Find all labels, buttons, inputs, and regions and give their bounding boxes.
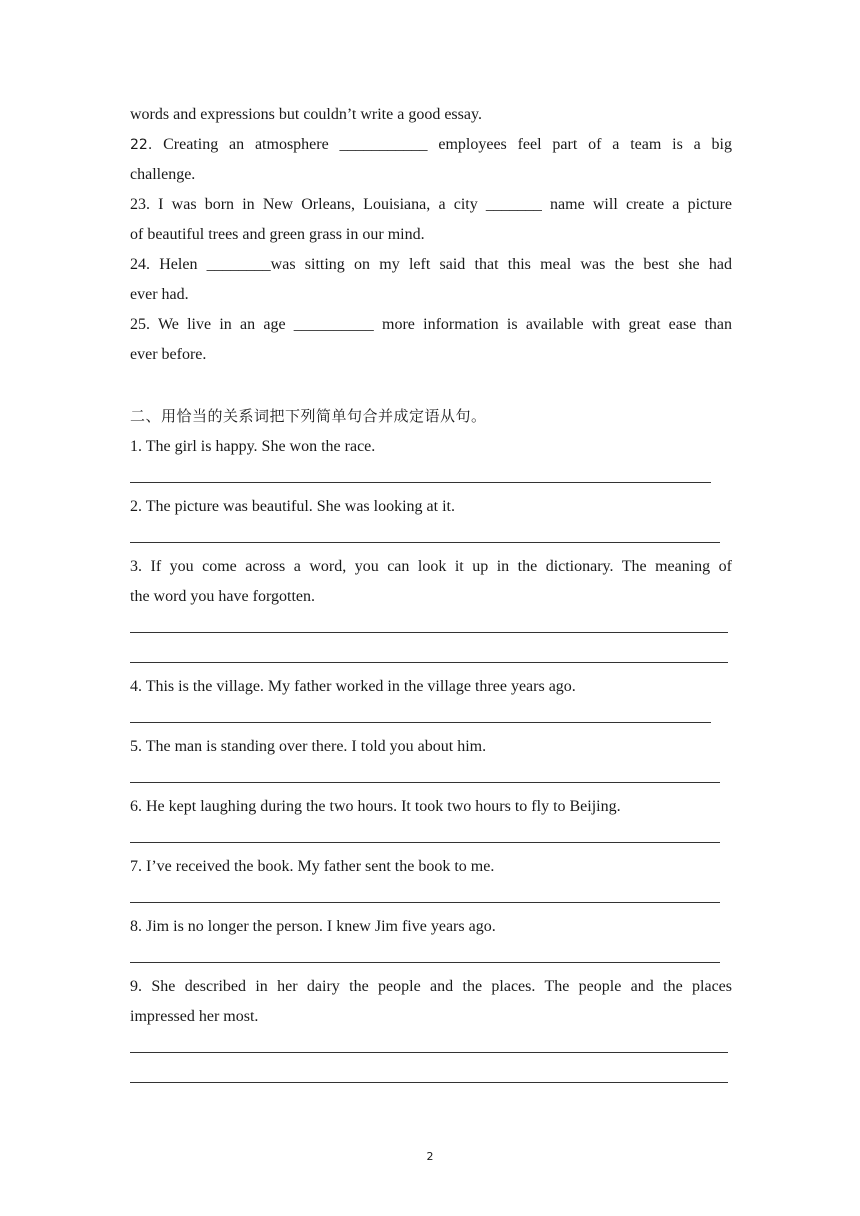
exercise-7: 7. I’ve received the book. My father sent the book to me.: [130, 858, 495, 875]
exercise-8: 8. Jim is no longer the person. I knew Jim five years ago.: [130, 918, 496, 935]
q24-line1: 24. Helen ________was sitting on my left said that this meal was the best she had: [130, 256, 732, 273]
page-number: 2: [426, 1150, 434, 1163]
exercise-1: 1. The girl is happy. She won the race.: [130, 438, 376, 455]
answer-line-9b[interactable]: [130, 1062, 732, 1092]
exercise-3-line2: the word you have forgotten.: [130, 588, 315, 605]
q21-continuation: words and expressions but couldn’t write a good essay.: [130, 106, 482, 123]
answer-line-7[interactable]: [130, 882, 732, 912]
q24-line2: ever had.: [130, 286, 189, 303]
q22-text: Creating an atmosphere ___________ employees feel part of a team is a big: [152, 136, 732, 153]
exercise-2: 2. The picture was beautiful. She was looking at it.: [130, 498, 455, 515]
answer-line-5[interactable]: [130, 762, 732, 792]
exercise-4: 4. This is the village. My father worked in the village three years ago.: [130, 678, 576, 695]
q23-line2: of beautiful trees and green grass in our mind.: [130, 226, 425, 243]
exercise-9-line2: impressed her most.: [130, 1008, 259, 1025]
exercise-5: 5. The man is standing over there. I told you about him.: [130, 738, 487, 755]
exercise-9-line1: 9. She described in her dairy the people and the places. The people and the places: [130, 978, 732, 995]
q22-number: 22.: [130, 137, 153, 153]
exercise-3-line1: 3. If you come across a word, you can look it up in the dictionary. The meaning of: [130, 558, 732, 575]
q25-line1: 25. We live in an age __________ more information is available with great ease than: [130, 316, 732, 333]
answer-line-9a[interactable]: [130, 1032, 732, 1062]
q23-line1: 23. I was born in New Orleans, Louisiana, a city _______ name will create a picture: [130, 196, 732, 213]
answer-line-6[interactable]: [130, 822, 732, 852]
q22-line2: challenge.: [130, 166, 196, 183]
answer-line-2[interactable]: [130, 522, 732, 552]
answer-line-1[interactable]: [130, 462, 732, 492]
worksheet-content: [130, 100, 732, 1092]
answer-line-4[interactable]: [130, 702, 732, 732]
section-heading: 二、用恰当的关系词把下列简单句合并成定语从句。: [130, 407, 487, 425]
exercise-6: 6. He kept laughing during the two hours. It took two hours to fly to Beijing.: [130, 798, 621, 815]
answer-line-3a[interactable]: [130, 612, 732, 642]
answer-line-8[interactable]: [130, 942, 732, 972]
q22-line1: [130, 130, 732, 160]
answer-line-3b[interactable]: [130, 642, 732, 672]
q25-line2: ever before.: [130, 346, 207, 363]
